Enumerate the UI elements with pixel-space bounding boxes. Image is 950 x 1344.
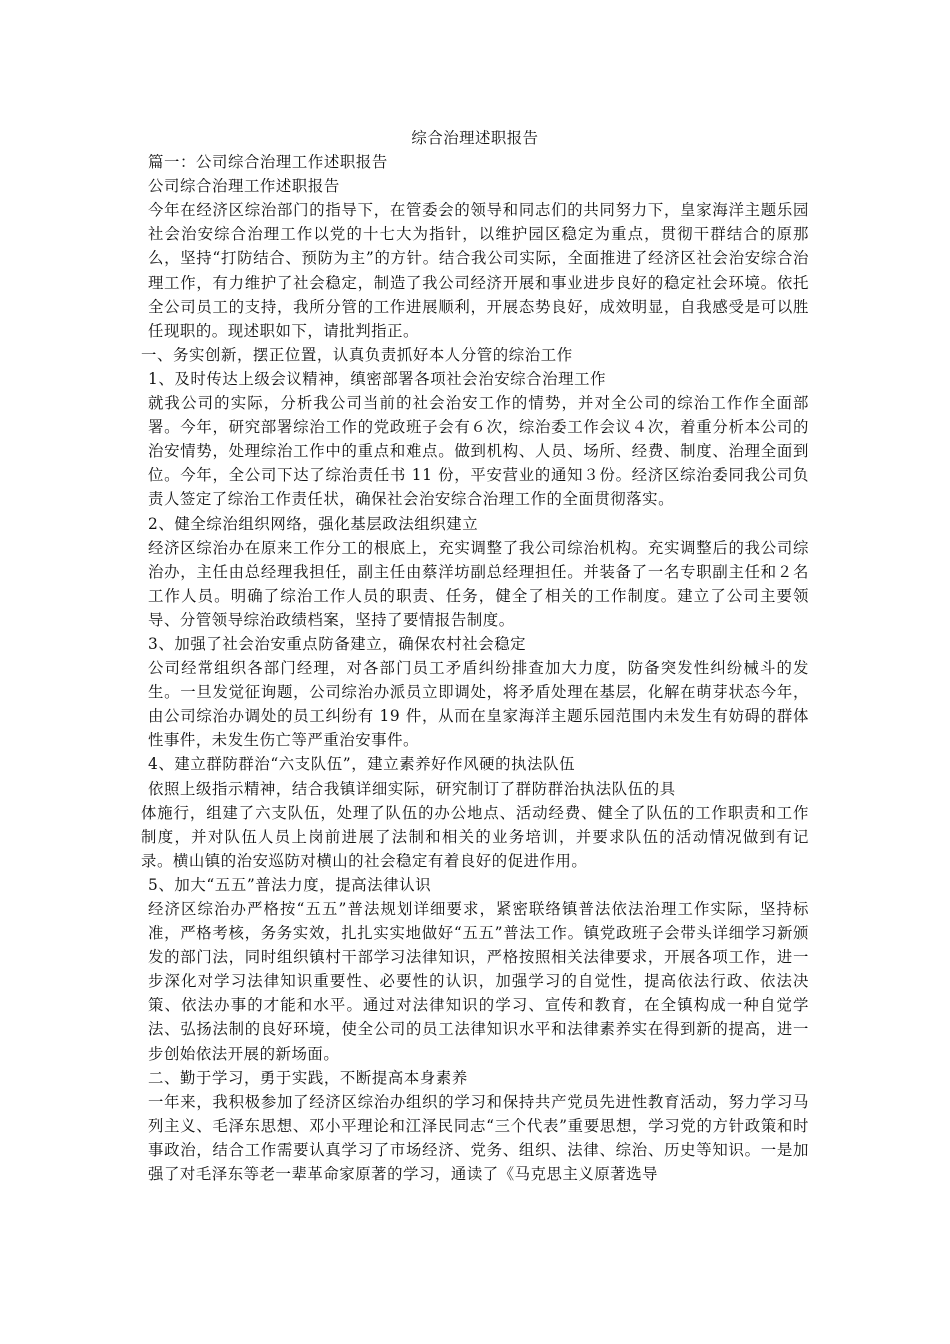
section-paragraph-2: 一年来，我积极参加了经济区综治办组织的学习和保持共产党员先进性教育活动，努力学习马列主义、毛泽东思想、邓小平理论和江泽民同志“三个代表”重要思想，学习党的方针政策和时事政治，结合工作需要认真学习了市场经济、党务、组织、法律、综治、历史等知识。一是加强了对毛泽东等老一辈革命家原著的学习，通读了《马克思主义原著选导: [148, 1092, 809, 1184]
item-paragraph-4-first-line: 依照上级指示精神，结合我镇详细实际，研究制订了群防群治执法队伍的具: [148, 779, 676, 798]
article-subheading: 公司综合治理工作述职报告: [148, 177, 340, 196]
item-paragraph-2: 经济区综治办在原来工作分工的根底上，充实调整了我公司综治机构。充实调整后的我公司综治办，主任由总经理我担任，副主任由蔡洋坊副总经理担任。并装备了一名专职副主任和２名工作人员。明确了综治工作人员的职责、任务，健全了相关的工作制度。建立了公司主要领导、分管领导综治政绩档案，坚持了要情报告制度。: [148, 538, 809, 629]
item-paragraph-3: 公司经常组织各部门经理，对各部门员工矛盾纠纷排查加大力度，防备突发性纠纷械斗的发生。一旦发觉征询题，公司综治办派员立即调处，将矛盾处理在基层，化解在萌芽状态今年，由公司综治办调处的员工纠纷有 19 件，从而在皇家海洋主题乐园范围内未发生有妨碍的群体性事件，未发生伤亡等严重治安事件。: [148, 659, 809, 750]
item-heading-3: 3、加强了社会治安重点防备建立，确保农村社会稳定: [148, 634, 527, 653]
article-heading: 篇一：公司综合治理工作述职报告: [148, 153, 388, 172]
document-body: [141, 126, 809, 1186]
section-heading-2: 二、勤于学习，勇于实践，不断提高本身素养: [148, 1068, 468, 1087]
intro-paragraph: 今年在经济区综治部门的指导下，在管委会的领导和同志们的共同努力下，皇家海洋主题乐园社会治安综合治理工作以党的十七大为指针，以维护园区稳定为重点，贯彻干群结合的原那么，坚持“打防结合、预防为主”的方针。结合我公司实际，全面推进了经济区社会治安综合治理工作，有力维护了社会稳定，制造了我公司经济开展和事业进步良好的稳定社会环境。依托全公司员工的支持，我所分管的工作进展顺利，开展态势良好，成效明显，自我感受是可以胜任现职的。现述职如下，请批判指正。: [148, 201, 809, 340]
item-paragraph-4-continued: 体施行，组建了六支队伍，处理了队伍的办公地点、活动经费、健全了队伍的工作职责和工作制度，并对队伍人员上岗前进展了法制和相关的业务培训，并要求队伍的活动情况做到有记录。横山镇的治安巡防对横山的社会稳定有着良好的促进作用。: [141, 803, 809, 870]
section-heading-1: 一、务实创新，摆正位置，认真负责抓好本人分管的综治工作: [141, 345, 573, 364]
item-heading-4: 4、建立群防群治“六支队伍”，建立素养好作风硬的执法队伍: [148, 755, 576, 774]
item-heading-5: 5、加大“五五”普法力度，提高法律认识: [148, 875, 432, 894]
document-title: 综合治理述职报告: [411, 129, 539, 147]
item-heading-1: 1、及时传达上级会议精神，缜密部署各项社会治安综合治理工作: [148, 369, 607, 388]
item-paragraph-1: 就我公司的实际，分析我公司当前的社会治安工作的情势，并对全公司的综治工作作全面部署。今年，研究部署综治工作的党政班子会有６次，综治委工作会议４次，着重分析本公司的治安情势，处理综治工作中的重点和难点。做到机构、人员、场所、经费、制度、治理全面到位。今年，全公司下达了综治责任书 11 份，平安营业的通知３份。经济区综治委同我公司负责人签定了综治工作责任状，确保社会治安综合治理工作的全面贯彻落实。: [148, 394, 809, 509]
item-heading-2: 2、健全综治组织网络，强化基层政法组织建立: [148, 514, 479, 533]
item-paragraph-5: 经济区综治办严格按“五五”普法规划详细要求，紧密联络镇普法依法治理工作实际，坚持标准，严格考核，务务实效，扎扎实实地做好“五五”普法工作。镇党政班子会带头详细学习新颁发的部门法，同时组织镇村干部学习法律知识，严格按照相关法律要求，开展各项工作，进一步深化对学习法律知识重要性、必要性的认识，加强学习的自觉性，提高依法行政、依法决策、依法办事的才能和水平。通过对法律知识的学习、宣传和教育，在全镇构成一种自觉学法、弘扬法制的良好环境，使全公司的员工法律知识水平和法律素养实在得到新的提高，进一步创始依法开展的新场面。: [148, 900, 809, 1063]
